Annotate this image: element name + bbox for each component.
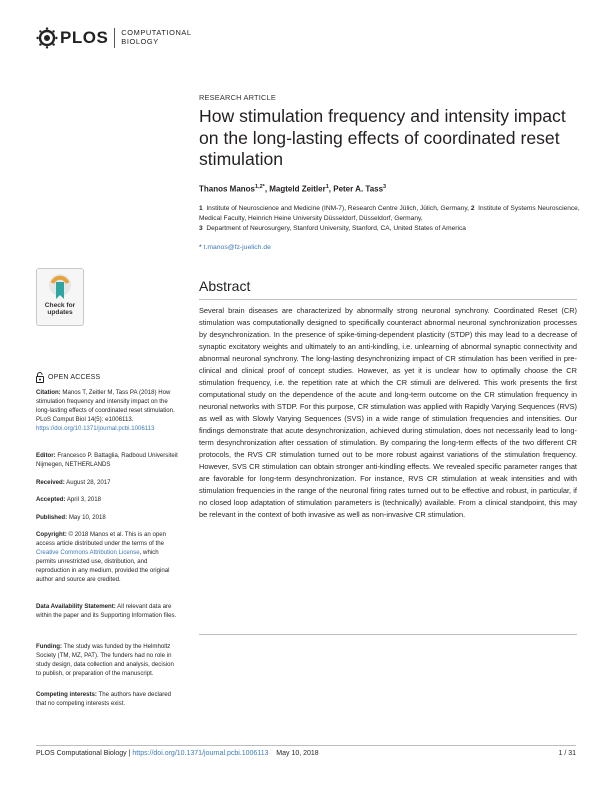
footer-separator: |	[128, 750, 131, 757]
corresponding-email	[199, 244, 271, 251]
accepted-date: April 3, 2018	[66, 496, 102, 503]
received-block	[36, 478, 178, 487]
published-label: Published:	[36, 514, 68, 521]
page-footer	[36, 750, 576, 757]
data-availability-label: Data Availability Statement:	[36, 603, 116, 610]
bookmark-icon	[48, 273, 72, 301]
corresponding-mark: *	[199, 244, 202, 251]
data-availability-block	[36, 602, 178, 620]
citation-label: Citation:	[36, 389, 61, 396]
journal-logo	[36, 26, 192, 50]
open-lock-icon	[36, 372, 44, 383]
open-access-label	[36, 372, 100, 383]
author-affiliation-sup: 3	[383, 184, 387, 190]
affiliation	[199, 224, 583, 234]
open-access-text: OPEN ACCESS	[48, 374, 101, 381]
received-date: August 28, 2017	[66, 479, 111, 486]
footer-date: May 10, 2018	[276, 750, 319, 757]
citation-text: Manos T, Zeitler M, Tass PA (2018) How stimulation frequency and intensity impact on the long-lasting effects of coordinated reset stimulation. PLoS Comput Biol 14(5): e1006113.	[36, 389, 175, 423]
citation-block	[36, 388, 178, 433]
footer-doi-link[interactable]: https://doi.org/10.1371/journal.pcbi.1006113	[132, 750, 269, 757]
logo-text: PLOS	[60, 28, 109, 47]
affiliation	[199, 204, 583, 224]
author-affiliation-sup: 1,2	[255, 184, 263, 190]
badge-label	[37, 302, 83, 317]
funding-label: Funding:	[36, 643, 63, 650]
editor-block	[36, 451, 178, 469]
journal-name-line1: COMPUTATIONAL	[121, 28, 192, 38]
author-name[interactable]: Magteld Zeitler	[269, 184, 326, 194]
article-title: How stimulation frequency and intensity impact on the long-lasting effects of coordinated reset stimulation	[199, 106, 566, 169]
footer-divider	[36, 745, 576, 746]
affiliation-text: Institute of Systems Neuroscience, Medical Faculty, Heinrich Heine University Düsseldorf, Düsseldorf, Germany,	[199, 205, 580, 222]
copyright-text: © 2018 Manos et al. This is an open access article distributed under the terms of the	[36, 531, 167, 547]
page-number: 1 / 31	[558, 750, 576, 757]
journal-name	[121, 29, 191, 46]
funding-block	[36, 642, 178, 678]
affiliation-number: 1	[199, 205, 203, 212]
article-category: RESEARCH ARTICLE	[199, 93, 276, 102]
published-date: May 10, 2018	[68, 514, 106, 521]
author-name[interactable]: Peter A. Tass	[333, 184, 384, 194]
journal-name-line2: BIOLOGY	[121, 37, 159, 46]
affiliation-number: 3	[199, 225, 203, 232]
citation-doi-link[interactable]: https://doi.org/10.1371/journal.pcbi.1006113	[36, 425, 155, 432]
author-affiliation-sup: 1	[325, 184, 329, 190]
affiliation-number: 2	[470, 205, 475, 212]
logo-divider	[114, 28, 115, 48]
badge-line1: Check for	[44, 302, 76, 309]
funding-text: The study was funded by the Helmholtz Society (TM, MZ, PAT). The funders had no role in study design, data collection and analysis, decision to publish, or preparation of the manuscript.	[36, 643, 174, 677]
footer-journal: PLOS Computational Biology	[36, 750, 127, 757]
abstract-heading: Abstract	[199, 278, 251, 294]
check-for-updates-badge[interactable]	[36, 268, 84, 326]
affiliation-text: Institute of Neuroscience and Medicine (INM-7), Research Centre Jülich, Jülich, Germany,	[206, 205, 469, 212]
author-list: Thanos Manos$^{1,2*}$, Magteld Zeitler$^1$, Peter A. Tass$^3$	[199, 184, 387, 194]
badge-line2: updates	[47, 309, 73, 317]
accepted-block	[36, 495, 178, 504]
plos-logo-icon	[36, 27, 58, 49]
copyright-text-end: , which permits unrestricted use, distribution, and reproduction in any medium, provided the original author and source are credited.	[36, 549, 170, 583]
divider	[199, 299, 577, 300]
accepted-label: Accepted:	[36, 496, 66, 503]
corresponding-mark: *	[262, 184, 265, 190]
author-name[interactable]: Thanos Manos	[199, 184, 256, 194]
affiliation-text: Department of Neurosurgery, Stanford University, Stanford, CA, United States of America	[206, 225, 466, 232]
editor-text: Francesco P. Battaglia, Radboud Universiteit Nijmegen, NETHERLANDS	[36, 452, 178, 468]
divider	[199, 634, 577, 635]
competing-interests-block	[36, 690, 178, 708]
editor-label: Editor:	[36, 452, 56, 459]
published-block	[36, 513, 178, 522]
email-link[interactable]: t.manos@fz-juelich.de	[203, 244, 271, 251]
copyright-block	[36, 530, 178, 584]
received-label: Received:	[36, 479, 65, 486]
abstract-text: Several brain diseases are characterized by abnormally strong neuronal synchrony. Coordinated Reset (CR) stimulation was computationally designed to specifically counteract abnormal neuronal synchronization processes by desynchronization. In the presence of spike-timing-dependent plasticity (STDP) this may lead to a decrease of synaptic excitatory weights and ultimately to an anti-kindling, i.e. unlearning of abnormal synaptic connectivity and abnormal neuronal synchrony. The long-lasting desynchronizing impact of CR stimulation has been verified in pre-clinical and clinical proof of concept studies. However, as yet it is unclear how to optimally choose the CR stimulation frequency, i.e. the repetition rate at which the CR stimuli are delivered. This work presents the first computational study on the dependence of the acute and long-term outcome on the CR stimulation frequency in neuronal networks with STDP. For this purpose, CR stimulation was applied with Rapidly Varying Sequences (RVS) as well as with Slowly Varying Sequences (SVS) in a wide range of stimulation frequencies and intensities. Our findings demonstrate that acute desynchronization, achieved during stimulation, does not necessarily lead to long-term desynchronization after cessation of stimulation. By comparing the long-term effects of the two different CR protocols, the RVS CR stimulation turned out to be more robust against variations of the stimulation frequency. However, SVS CR stimulation can obtain stronger anti-kindling effects. We revealed specific parameter ranges that are favorable for long-term desynchronization. For instance, RVS CR stimulation at weak intensities and with stimulation frequencies in the range of the neuronal firing rates turned out to be effective and robust, in particular, if no closed loop adaptation of stimulation parameters is (technically) available. From a clinical standpoint, this may be relevant in the context of both invasive as well as non-invasive CR stimulation.	[199, 306, 577, 519]
copyright-label: Copyright:	[36, 531, 67, 538]
license-link[interactable]: Creative Commons Attribution License	[36, 549, 140, 556]
competing-interests-label: Competing interests:	[36, 691, 97, 698]
competing-interests-text: The authors have declared that no competing interests exist.	[36, 691, 172, 707]
data-availability-text: All relevant data are within the paper and its Supporting Information files.	[36, 603, 177, 619]
